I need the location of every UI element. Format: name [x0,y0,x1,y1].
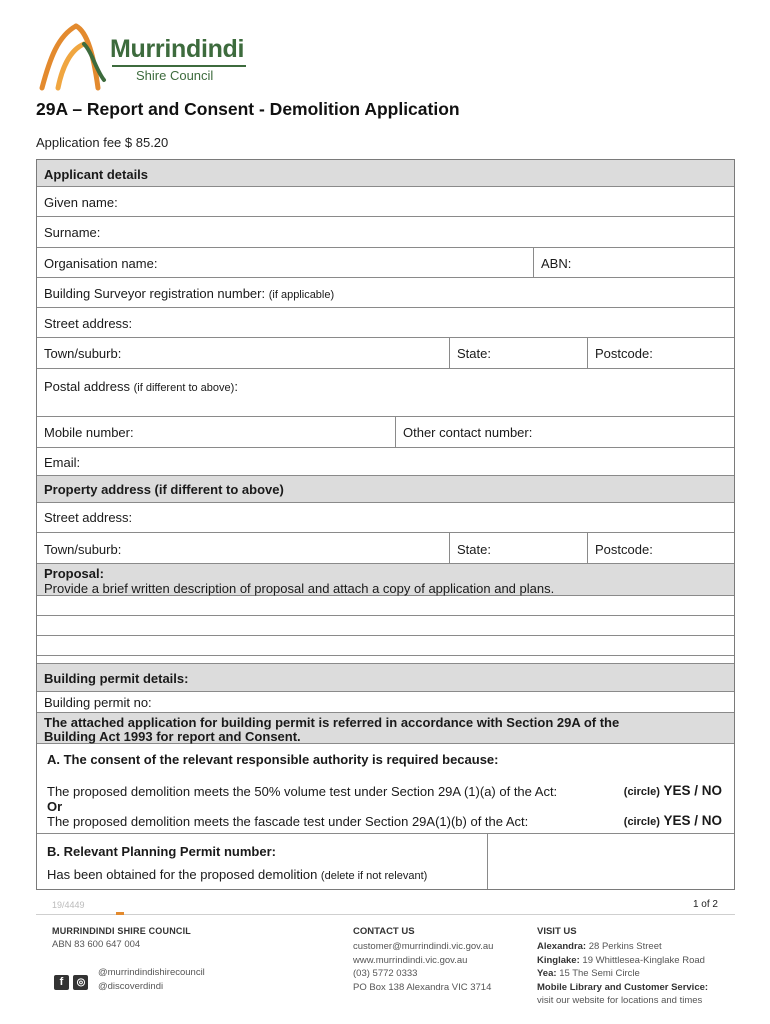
document-reference: 19/4449 [52,900,85,910]
planning-permit-field[interactable] [37,834,487,889]
footer-accent [116,912,124,915]
social-handle-1[interactable]: @murrindindishirecouncil [98,967,205,978]
footer-contact [353,926,493,994]
consent-b-heading: B. Relevant Planning Permit number: [47,844,276,859]
property-town-field[interactable] [37,533,449,563]
facade-test-text: The proposed demolition meets the fascade test under Section 29A(1)(b) of the Act: [47,814,529,829]
referral-statement: The attached application for building permit is referred in accordance with Section 29A of the Building Act 1993 for report and Consent. [37,713,734,744]
contact-web[interactable]: www.murrindindi.vic.gov.au [353,954,468,966]
application-form [36,159,735,890]
mobile-number-field[interactable] [37,417,395,447]
surname-field[interactable] [37,217,734,248]
page-title: 29A – Report and Consent - Demolition Application [36,99,460,119]
organisation-name-label: Organisation name: [44,256,158,271]
facade-test-yes-no[interactable]: (circle) YES / NO [623,813,722,828]
email-field[interactable] [37,448,734,476]
state-label: State: [457,346,491,361]
given-name-field[interactable] [37,187,734,217]
footer-council [52,926,191,952]
consent-section-a [37,744,734,834]
page-number: 1 of 2 [692,899,718,910]
postal-address-note: (if different to above) [133,382,235,394]
town-suburb-label: Town/suburb: [44,346,122,361]
logo-divider [112,65,246,67]
town-suburb-field[interactable] [37,338,449,368]
footer-council-name: MURRINDINDI SHIRE COUNCIL [52,926,191,936]
contact-header: CONTACT US [353,926,415,937]
surveyor-registration-field[interactable] [37,278,734,308]
postal-address-field[interactable]: Postal address (if different to above): [37,369,734,417]
consent-section-b [37,834,734,889]
property-street-label: Street address: [44,510,133,525]
property-address-header: Property address (if different to above) [37,476,734,503]
building-permit-header: Building permit details: [37,664,734,692]
application-fee: Application fee $ 85.20 [36,135,169,150]
visit-kinglake: Kinglake: 19 Whittlesea-Kinglake Road [537,954,705,966]
logo-subname: Shire Council [136,68,214,83]
organisation-name-field[interactable] [37,248,533,277]
building-permit-no-field[interactable] [37,692,734,713]
contact-numbers-row [37,417,734,448]
visit-alexandra: Alexandra: 28 Perkins Street [537,941,662,952]
other-contact-label: Other contact number: [403,425,533,440]
building-permit-no-label: Building permit no: [44,695,152,710]
consent-a-heading: A. The consent of the relevant responsible authority is required because: [47,752,499,767]
obtained-note: (delete if not relevant) [320,870,428,882]
proposal-line-4[interactable] [37,656,734,664]
or-text: Or [47,799,63,814]
volume-test-text: The proposed demolition meets the 50% volume test under Section 29A (1)(a) of the Act: [47,784,558,799]
visit-yea: Yea: 15 The Semi Circle [537,968,640,979]
property-street-field[interactable] [37,503,734,533]
instagram-icon[interactable]: ◎ [73,975,88,990]
contact-po-box: PO Box 138 Alexandra VIC 3714 [353,981,492,993]
postcode-label: Postcode: [595,346,653,361]
footer-divider [36,914,735,915]
proposal-line-3[interactable] [37,636,734,656]
mobile-number-label: Mobile number: [44,425,134,440]
surname-label: Surname: [44,225,101,240]
contact-email[interactable]: customer@murrindindi.vic.gov.au [353,941,494,952]
volume-test-yes-no[interactable]: (circle) YES / NO [623,783,722,798]
property-town-label: Town/suburb: [44,542,122,557]
street-address-label: Street address: [44,316,133,331]
applicant-details-header: Applicant details [37,160,734,187]
proposal-title: Proposal: [44,566,104,581]
social-icons [54,972,92,990]
logo-mark-icon [36,18,110,92]
visit-library-label: Mobile Library and Customer Service: [537,981,709,993]
footer-abn: ABN 83 600 647 004 [52,939,141,950]
contact-phone: (03) 5772 0333 [353,968,418,979]
surveyor-registration-label: Building Surveyor registration number: [44,286,266,301]
email-label: Email: [44,455,81,470]
state-field[interactable] [449,338,587,368]
council-logo [36,18,266,92]
property-postcode-field[interactable] [587,533,734,563]
street-address-field[interactable] [37,308,734,338]
abn-label: ABN: [541,256,572,271]
proposal-line-2[interactable] [37,616,734,636]
postal-address-label: Postal address [44,379,130,394]
obtained-text: Has been obtained for the proposed demolition [47,867,318,882]
footer-visit [537,926,708,1008]
proposal-description: Provide a brief written description of proposal and attach a copy of application and plans. [44,581,555,596]
social-handle-2[interactable]: @discoverdindi [98,980,164,992]
visit-header: VISIT US [537,926,577,937]
postcode-field[interactable] [587,338,734,368]
surveyor-registration-note: (if applicable) [268,289,335,301]
abn-field[interactable] [533,248,734,277]
proposal-line-1[interactable] [37,596,734,616]
property-state-field[interactable] [449,533,587,563]
logo-name: Murrindindi [110,35,245,63]
other-contact-field[interactable] [395,417,734,447]
planning-permit-blank [487,834,734,889]
facebook-icon[interactable]: f [54,975,69,990]
property-postcode-label: Postcode: [595,542,653,557]
organisation-row [37,248,734,278]
property-town-state-postcode-row [37,533,734,564]
given-name-label: Given name: [44,195,118,210]
footer-social [98,966,205,993]
visit-library: visit our website for locations and times [537,995,703,1006]
town-state-postcode-row [37,338,734,369]
proposal-header [37,564,734,596]
property-state-label: State: [457,542,491,557]
